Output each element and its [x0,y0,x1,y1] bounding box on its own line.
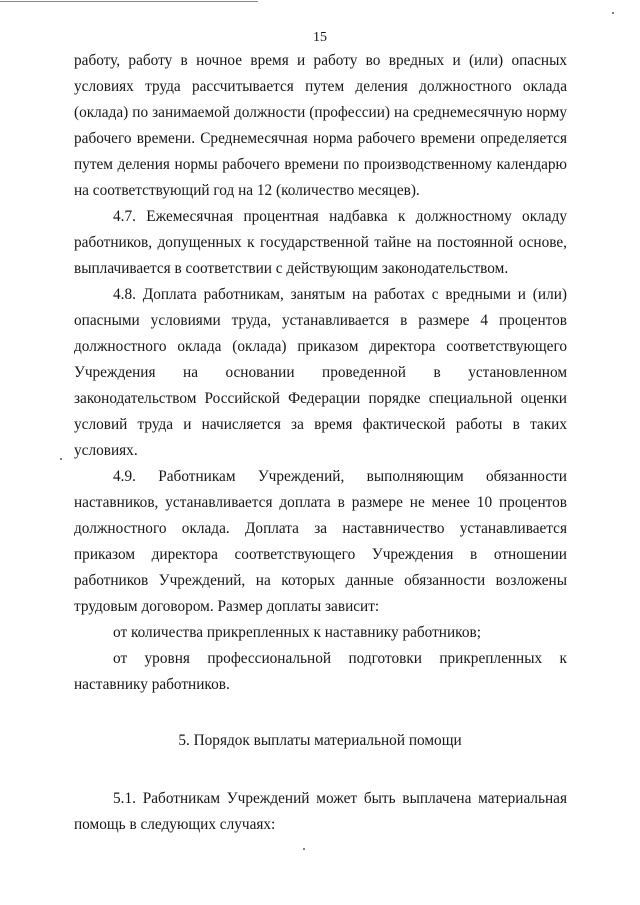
section-heading: 5. Порядок выплаты материальной помощи [178,732,462,749]
paragraph-4-7: 4.7. Ежемесячная процентная надбавка к должностному окладу работников, допущенных к государственной тайне на постоянной основе, выплачивается в соответствии с действующим законодательством. [74,208,567,277]
paragraph-5-1: 5.1. Работникам Учреждений может быть выплачена материальная помощь в следующих случаях: [74,790,567,833]
paragraph-continuation: работу, работу в ночное время и работу во вредных и (или) опасных условиях труда рассчитывается путем деления должностного оклада (оклада) по занимаемой должности (профессии) на среднемесячную норму рабочего времени. Среднемесячная норма рабочего времени определяется путем деления нормы рабочего времени по производственному календарю на соответствующий год на 12 (количество месяцев). [74,52,567,199]
paragraph-list-item-2: от уровня профессиональной подготовки прикрепленных к наставнику работников. [74,650,567,693]
scan-edge-line [0,1,258,2]
paragraph-4-9: 4.9. Работникам Учреждений, выполняющим обязанности наставников, устанавливается доплата в размере не менее 10 процентов должностного оклада. Доплата за наставничество устанавливается приказом директора соответствующего Учреждения в отношении работников Учреждений, на которых данные обязанности возложены трудовым договором. Размер доплаты зависит: [74,468,567,615]
section-body-text [74,786,567,838]
body-text [74,48,567,698]
scan-speck [612,12,614,14]
page-number: 15 [313,30,327,45]
scan-speck [303,848,305,850]
paragraph-4-8: 4.8. Доплата работникам, занятым на работах с вредными и (или) опасными условиями труда, устанавливается в размере 4 процентов должностного оклада (оклада) приказом директора соответствующего Учреждения на основании проведенной в установленном законодательством Российской Федерации порядке специальной оценки условий труда и начисляется за время фактической работы в таких условиях. [74,286,567,459]
paragraph-list-item-1: от количества прикрепленных к наставнику работников; [113,624,481,641]
scan-speck [60,458,62,460]
